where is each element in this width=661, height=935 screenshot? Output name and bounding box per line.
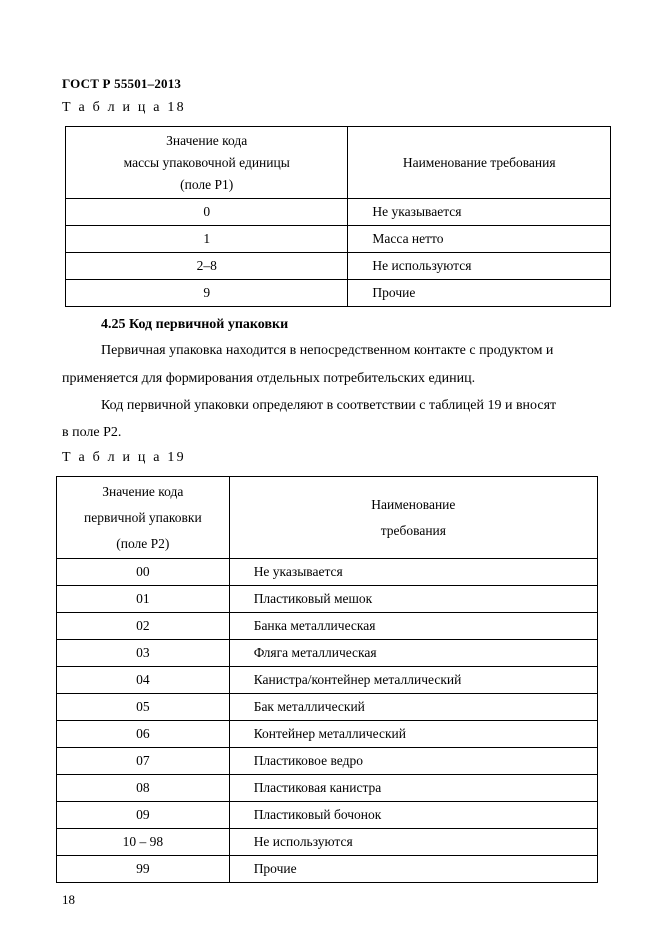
name-cell: Не используются (229, 829, 597, 856)
table-row (57, 748, 598, 775)
table-19-caption: Т а б л и ц а 19 (62, 450, 186, 465)
table-row (57, 721, 598, 748)
table-row (66, 253, 611, 280)
code-cell: 9 (66, 280, 348, 307)
table-19 (56, 476, 598, 883)
paragraph-line: Первичная упаковка находится в непосредственном контакте с продуктом и (101, 343, 554, 358)
table-row (57, 586, 598, 613)
code-cell: 01 (57, 586, 230, 613)
table-row (66, 199, 611, 226)
name-column-header (229, 477, 597, 559)
name-cell: Банка металлическая (229, 613, 597, 640)
name-cell: Пластиковый мешок (229, 586, 597, 613)
code-cell: 06 (57, 721, 230, 748)
name-cell: Не указывается (348, 199, 611, 226)
document-header: ГОСТ Р 55501–2013 (62, 76, 182, 91)
code-cell: 1 (66, 226, 348, 253)
header-line: Значение кода (102, 483, 184, 499)
table-row (57, 856, 598, 883)
paragraph-line: в поле Р2. (62, 425, 122, 440)
code-cell: 03 (57, 640, 230, 667)
table-row (57, 559, 598, 586)
code-cell: 10 – 98 (57, 829, 230, 856)
name-cell: Прочие (348, 280, 611, 307)
name-cell: Фляга металлическая (229, 640, 597, 667)
table-18-caption: Т а б л и ц а 18 (62, 100, 186, 115)
table-row (57, 667, 598, 694)
name-cell: Не указывается (229, 559, 597, 586)
code-cell: 02 (57, 613, 230, 640)
code-cell: 07 (57, 748, 230, 775)
name-cell: Контейнер металлический (229, 721, 597, 748)
table-18 (65, 126, 611, 307)
name-cell: Прочие (229, 856, 597, 883)
name-cell: Масса нетто (348, 226, 611, 253)
name-cell: Не используются (348, 253, 611, 280)
name-cell: Пластиковая канистра (229, 775, 597, 802)
table-row (57, 829, 598, 856)
code-cell: 05 (57, 694, 230, 721)
table-row (57, 694, 598, 721)
paragraph-line: применяется для формирования отдельных потребительских единиц. (62, 371, 476, 386)
header-line: Наименование (371, 496, 456, 512)
table-row (57, 775, 598, 802)
name-cell: Пластиковый бочонок (229, 802, 597, 829)
code-column-header (66, 127, 348, 199)
name-cell: Бак металлический (229, 694, 597, 721)
code-cell: 00 (57, 559, 230, 586)
table-row (66, 280, 611, 307)
table-row (57, 640, 598, 667)
name-column-header: Наименование требования (348, 127, 611, 199)
header-line: (поле Р1) (180, 176, 234, 192)
table-row (66, 226, 611, 253)
code-cell: 08 (57, 775, 230, 802)
header-line: первичной упаковки (84, 509, 202, 525)
page-number: 18 (62, 892, 75, 907)
table-row (57, 802, 598, 829)
code-cell: 99 (57, 856, 230, 883)
code-cell: 0 (66, 199, 348, 226)
header-line: массы упаковочной единицы (123, 154, 290, 170)
header-line: требования (380, 522, 446, 538)
section-heading: 4.25 Код первичной упаковки (101, 317, 289, 332)
code-cell: 2–8 (66, 253, 348, 280)
table-row (57, 613, 598, 640)
code-cell: 04 (57, 667, 230, 694)
header-line: Значение кода (166, 132, 248, 148)
table-header-row (57, 477, 598, 559)
header-line: (поле Р2) (116, 535, 170, 551)
code-cell: 09 (57, 802, 230, 829)
table-header-row (66, 127, 611, 199)
name-cell: Канистра/контейнер металлический (229, 667, 597, 694)
name-cell: Пластиковое ведро (229, 748, 597, 775)
code-column-header (57, 477, 230, 559)
paragraph-line: Код первичной упаковки определяют в соответствии с таблицей 19 и вносят (101, 398, 557, 413)
